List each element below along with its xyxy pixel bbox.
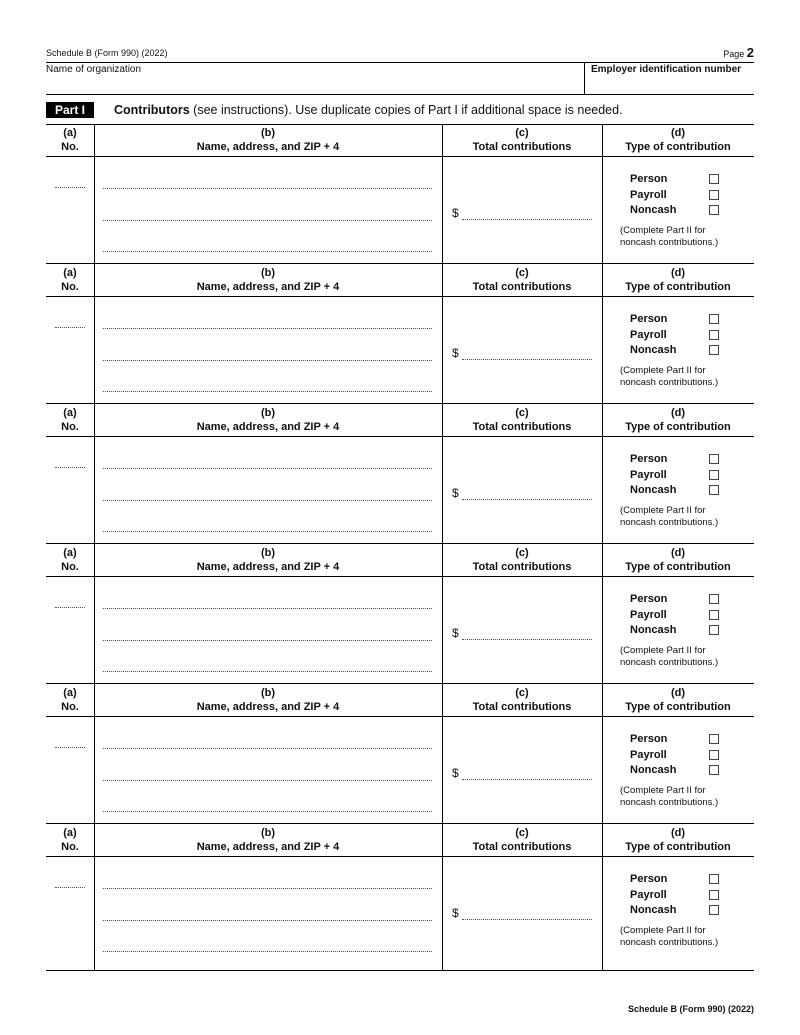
name-address-line[interactable] bbox=[103, 780, 432, 781]
type-option-payroll bbox=[630, 328, 740, 344]
col-b-label: Name, address, and ZIP + 4 bbox=[196, 421, 340, 433]
payroll-checkbox[interactable] bbox=[709, 890, 719, 900]
col-a-letter: (a) bbox=[63, 547, 77, 559]
column-header-row bbox=[46, 404, 754, 437]
col-d-letter: (d) bbox=[670, 127, 686, 139]
col-a-letter: (a) bbox=[63, 267, 77, 279]
noncash-note-line2: noncash contributions.) bbox=[620, 937, 719, 948]
type-option-person bbox=[630, 312, 740, 328]
col-c-letter: (c) bbox=[515, 127, 529, 139]
part-title bbox=[114, 103, 623, 117]
type-label: Payroll bbox=[630, 748, 667, 761]
col-c-letter: (c) bbox=[515, 687, 529, 699]
column-header-row bbox=[46, 264, 754, 297]
col-b-letter: (b) bbox=[260, 267, 276, 279]
column-header-row bbox=[46, 824, 754, 857]
name-address-line[interactable] bbox=[103, 608, 432, 609]
col-b-label: Name, address, and ZIP + 4 bbox=[196, 701, 340, 713]
col-a-header bbox=[46, 406, 94, 434]
contribution-type-list bbox=[630, 732, 740, 779]
contributor-block bbox=[46, 544, 754, 684]
col-b-header bbox=[94, 826, 442, 854]
col-b-letter: (b) bbox=[260, 547, 276, 559]
type-option-person bbox=[630, 172, 740, 188]
total-contributions-field[interactable] bbox=[462, 359, 592, 360]
type-label: Noncash bbox=[630, 204, 677, 216]
contribution-type-list bbox=[630, 452, 740, 499]
name-address-line[interactable] bbox=[103, 328, 432, 329]
col-b-header bbox=[94, 126, 442, 154]
footer-form-id: Schedule B (Form 990) (2022) bbox=[627, 1004, 754, 1014]
part-badge: Part I bbox=[46, 102, 94, 118]
contribution-type-list bbox=[630, 312, 740, 359]
name-address-line[interactable] bbox=[103, 748, 432, 749]
col-d-label: Type of contribution bbox=[625, 841, 731, 853]
column-header-row bbox=[46, 684, 754, 717]
type-label: Payroll bbox=[630, 608, 667, 621]
col-a-header bbox=[46, 126, 94, 154]
col-d-letter: (d) bbox=[670, 687, 686, 699]
form-id: Schedule B (Form 990) (2022) bbox=[46, 48, 168, 58]
col-a-header bbox=[46, 686, 94, 714]
noncash-note-line1: (Complete Part II for bbox=[620, 645, 706, 656]
type-option-person bbox=[630, 452, 740, 468]
col-d-header bbox=[602, 826, 754, 854]
noncash-note bbox=[620, 925, 750, 949]
payroll-checkbox[interactable] bbox=[709, 610, 719, 620]
col-b-header bbox=[94, 546, 442, 574]
number-field[interactable] bbox=[55, 607, 85, 608]
page-indicator bbox=[723, 45, 754, 60]
col-b-label: Name, address, and ZIP + 4 bbox=[196, 141, 340, 153]
column-header-row bbox=[46, 544, 754, 577]
name-address-line[interactable] bbox=[103, 360, 432, 361]
total-contributions-field[interactable] bbox=[462, 919, 592, 920]
col-a-header bbox=[46, 266, 94, 294]
col-c-header bbox=[442, 266, 602, 294]
org-name-label: Name of organization bbox=[46, 64, 142, 75]
noncash-note-line2: noncash contributions.) bbox=[620, 797, 719, 808]
contributor-block bbox=[46, 124, 754, 264]
type-option-noncash bbox=[630, 903, 740, 919]
col-a-label: No. bbox=[61, 421, 79, 433]
col-b-header bbox=[94, 406, 442, 434]
noncash-note-line2: noncash contributions.) bbox=[620, 657, 719, 668]
col-a-header bbox=[46, 826, 94, 854]
noncash-checkbox[interactable] bbox=[709, 485, 719, 495]
form-header-line bbox=[46, 45, 754, 62]
org-info-row bbox=[46, 62, 754, 95]
person-checkbox[interactable] bbox=[709, 174, 719, 184]
noncash-checkbox[interactable] bbox=[709, 205, 719, 215]
col-c-label: Total contributions bbox=[472, 421, 572, 433]
noncash-note-line2: noncash contributions.) bbox=[620, 237, 719, 248]
col-c-label: Total contributions bbox=[472, 281, 572, 293]
type-label: Noncash bbox=[630, 344, 677, 356]
type-label: Person bbox=[630, 593, 668, 605]
type-label: Person bbox=[630, 313, 668, 325]
dollar-sign: $ bbox=[452, 206, 459, 220]
number-field[interactable] bbox=[55, 467, 85, 468]
col-a-label: No. bbox=[61, 561, 79, 573]
contributor-block bbox=[46, 264, 754, 404]
col-b-header bbox=[94, 686, 442, 714]
type-label: Person bbox=[630, 733, 668, 745]
contributor-block bbox=[46, 824, 754, 971]
col-d-label: Type of contribution bbox=[625, 561, 731, 573]
col-d-header bbox=[602, 126, 754, 154]
col-b-label: Name, address, and ZIP + 4 bbox=[196, 561, 340, 573]
name-address-line[interactable] bbox=[103, 671, 432, 672]
noncash-note-line2: noncash contributions.) bbox=[620, 517, 719, 528]
type-label: Person bbox=[630, 453, 668, 465]
dollar-sign: $ bbox=[452, 346, 459, 360]
contribution-type-list bbox=[630, 872, 740, 919]
col-c-label: Total contributions bbox=[472, 701, 572, 713]
col-c-header bbox=[442, 126, 602, 154]
col-a-header bbox=[46, 546, 94, 574]
dollar-sign: $ bbox=[452, 486, 459, 500]
col-a-label: No. bbox=[61, 141, 79, 153]
col-b-letter: (b) bbox=[260, 407, 276, 419]
name-address-line[interactable] bbox=[103, 920, 432, 921]
col-b-letter: (b) bbox=[260, 127, 276, 139]
type-option-payroll bbox=[630, 468, 740, 484]
total-contributions-field[interactable] bbox=[462, 639, 592, 640]
col-b-letter: (b) bbox=[260, 827, 276, 839]
col-c-letter: (c) bbox=[515, 547, 529, 559]
name-address-line[interactable] bbox=[103, 640, 432, 641]
col-c-letter: (c) bbox=[515, 827, 529, 839]
col-b-label: Name, address, and ZIP + 4 bbox=[196, 281, 340, 293]
col-b-letter: (b) bbox=[260, 687, 276, 699]
col-c-label: Total contributions bbox=[472, 561, 572, 573]
number-field[interactable] bbox=[55, 887, 85, 888]
col-d-letter: (d) bbox=[670, 407, 686, 419]
column-header-row bbox=[46, 124, 754, 157]
type-option-payroll bbox=[630, 608, 740, 624]
type-option-person bbox=[630, 592, 740, 608]
contribution-type-list bbox=[630, 592, 740, 639]
type-option-person bbox=[630, 732, 740, 748]
total-contributions-field[interactable] bbox=[462, 219, 592, 220]
col-a-label: No. bbox=[61, 281, 79, 293]
noncash-note bbox=[620, 505, 750, 529]
type-option-noncash bbox=[630, 623, 740, 639]
dollar-sign: $ bbox=[452, 906, 459, 920]
col-b-label: Name, address, and ZIP + 4 bbox=[196, 841, 340, 853]
name-address-line[interactable] bbox=[103, 811, 432, 812]
col-d-label: Type of contribution bbox=[625, 421, 731, 433]
name-address-line[interactable] bbox=[103, 220, 432, 221]
type-option-noncash bbox=[630, 483, 740, 499]
col-d-label: Type of contribution bbox=[625, 701, 731, 713]
payroll-checkbox[interactable] bbox=[709, 750, 719, 760]
payroll-checkbox[interactable] bbox=[709, 470, 719, 480]
form-page bbox=[46, 0, 754, 1035]
contributor-block bbox=[46, 684, 754, 824]
person-checkbox[interactable] bbox=[709, 734, 719, 744]
noncash-checkbox[interactable] bbox=[709, 765, 719, 775]
type-option-noncash bbox=[630, 763, 740, 779]
name-address-line[interactable] bbox=[103, 888, 432, 889]
contribution-type-list bbox=[630, 172, 740, 219]
col-c-header bbox=[442, 826, 602, 854]
col-a-letter: (a) bbox=[63, 407, 77, 419]
type-option-payroll bbox=[630, 748, 740, 764]
col-d-label: Type of contribution bbox=[625, 281, 731, 293]
noncash-note bbox=[620, 225, 750, 249]
col-d-header bbox=[602, 266, 754, 294]
type-label: Noncash bbox=[630, 484, 677, 496]
noncash-note bbox=[620, 785, 750, 809]
type-label: Payroll bbox=[630, 328, 667, 341]
type-label: Person bbox=[630, 173, 668, 185]
noncash-note-line1: (Complete Part II for bbox=[620, 505, 706, 516]
dollar-sign: $ bbox=[452, 766, 459, 780]
col-a-letter: (a) bbox=[63, 827, 77, 839]
col-c-header bbox=[442, 686, 602, 714]
type-label: Noncash bbox=[630, 904, 677, 916]
col-b-header bbox=[94, 266, 442, 294]
col-d-letter: (d) bbox=[670, 267, 686, 279]
type-label: Payroll bbox=[630, 468, 667, 481]
number-field[interactable] bbox=[55, 187, 85, 188]
total-contributions-field[interactable] bbox=[462, 499, 592, 500]
type-label: Payroll bbox=[630, 188, 667, 201]
name-address-line[interactable] bbox=[103, 951, 432, 952]
number-field[interactable] bbox=[55, 747, 85, 748]
col-c-label: Total contributions bbox=[472, 141, 572, 153]
col-a-letter: (a) bbox=[63, 687, 77, 699]
total-contributions-field[interactable] bbox=[462, 779, 592, 780]
dollar-sign: $ bbox=[452, 626, 459, 640]
ein-label: Employer identification number bbox=[591, 64, 742, 75]
type-label: Noncash bbox=[630, 764, 677, 776]
col-d-header bbox=[602, 686, 754, 714]
noncash-checkbox[interactable] bbox=[709, 625, 719, 635]
type-label: Noncash bbox=[630, 624, 677, 636]
col-c-header bbox=[442, 546, 602, 574]
payroll-checkbox[interactable] bbox=[709, 190, 719, 200]
name-address-line[interactable] bbox=[103, 188, 432, 189]
noncash-note bbox=[620, 645, 750, 669]
col-d-label: Type of contribution bbox=[625, 141, 731, 153]
noncash-note-line1: (Complete Part II for bbox=[620, 785, 706, 796]
payroll-checkbox[interactable] bbox=[709, 330, 719, 340]
col-c-header bbox=[442, 406, 602, 434]
type-option-person bbox=[630, 872, 740, 888]
name-address-line[interactable] bbox=[103, 391, 432, 392]
col-d-header bbox=[602, 406, 754, 434]
noncash-note-line2: noncash contributions.) bbox=[620, 377, 719, 388]
noncash-note-line1: (Complete Part II for bbox=[620, 925, 706, 936]
noncash-note-line1: (Complete Part II for bbox=[620, 365, 706, 376]
type-option-noncash bbox=[630, 203, 740, 219]
col-a-label: No. bbox=[61, 841, 79, 853]
type-option-noncash bbox=[630, 343, 740, 359]
name-address-line[interactable] bbox=[103, 531, 432, 532]
ein-field[interactable] bbox=[584, 62, 755, 94]
noncash-note-line1: (Complete Part II for bbox=[620, 225, 706, 236]
contributor-blocks bbox=[46, 124, 754, 971]
type-option-payroll bbox=[630, 888, 740, 904]
col-a-label: No. bbox=[61, 701, 79, 713]
name-address-line[interactable] bbox=[103, 251, 432, 252]
col-a-letter: (a) bbox=[63, 127, 77, 139]
noncash-checkbox[interactable] bbox=[709, 345, 719, 355]
type-option-payroll bbox=[630, 188, 740, 204]
noncash-checkbox[interactable] bbox=[709, 905, 719, 915]
col-c-letter: (c) bbox=[515, 407, 529, 419]
page-word: Page bbox=[723, 49, 745, 59]
col-c-letter: (c) bbox=[515, 267, 529, 279]
name-address-line[interactable] bbox=[103, 468, 432, 469]
type-label: Payroll bbox=[630, 888, 667, 901]
person-checkbox[interactable] bbox=[709, 874, 719, 884]
noncash-note bbox=[620, 365, 750, 389]
part-title-rest: (see instructions). Use duplicate copies of Part I if additional space is needed. bbox=[189, 103, 623, 117]
type-label: Person bbox=[630, 873, 668, 885]
part-header bbox=[46, 100, 754, 124]
page-number: 2 bbox=[746, 45, 754, 60]
col-d-letter: (d) bbox=[670, 547, 686, 559]
person-checkbox[interactable] bbox=[709, 454, 719, 464]
col-d-header bbox=[602, 546, 754, 574]
name-address-line[interactable] bbox=[103, 500, 432, 501]
part-title-bold: Contributors bbox=[114, 103, 190, 117]
person-checkbox[interactable] bbox=[709, 594, 719, 604]
col-d-letter: (d) bbox=[670, 827, 686, 839]
col-c-label: Total contributions bbox=[472, 841, 572, 853]
contributor-block bbox=[46, 404, 754, 544]
person-checkbox[interactable] bbox=[709, 314, 719, 324]
number-field[interactable] bbox=[55, 327, 85, 328]
